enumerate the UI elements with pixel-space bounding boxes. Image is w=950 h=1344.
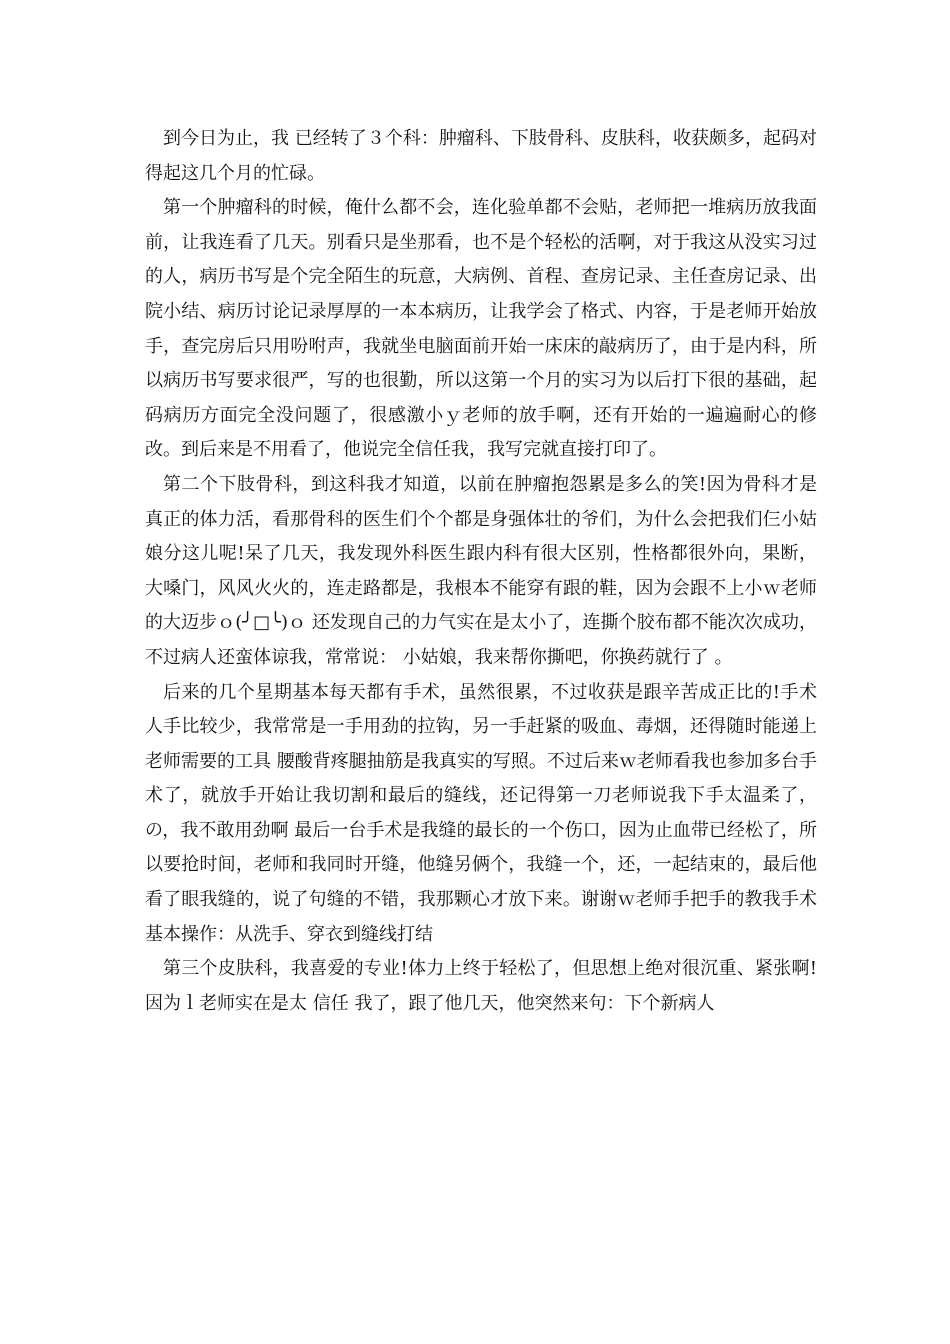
paragraph-5: 第三个皮肤科，我喜爱的专业!体力上终于轻松了，但思想上绝对很沉重、紧张啊!因为ｌ老师实在是太 信任 我了，跟了他几天，他突然来句：下个新病人: [145, 958, 817, 1014]
document-body: [145, 122, 817, 1021]
paragraph-3: 第二个下肢骨科，到这科我才知道，以前在肿瘤抱怨累是多么的笑!因为骨科才是真正的体力活，看那骨科的医生们个个都是身强体壮的爷们，为什么会把我们仨小姑娘分这儿呢!呆了几天，我发现外科医生跟内科有很大区别，性格都很外向，果断，大嗓门，风风火火的，连走路都是，我根本不能穿有跟的鞋，因为会跟不上小ｗ老师的大迈步ｏ(╯□╰)ｏ 还发现自己的力气实在是太小了，连撕个胶布都不能次次成功，不过病人还蛮体谅我，常常说： 小姑娘，我来帮你撕吧，你换药就行了 。: [145, 473, 817, 668]
paragraph-2: 第一个肿瘤科的时候，俺什么都不会，连化验单都不会贴，老师把一堆病历放我面前，让我连看了几天。别看只是坐那看，也不是个轻松的活啊，对于我这从没实习过的人，病历书写是个完全陌生的玩意，大病例、首程、查房记录、主任查房记录、出院小结、病历讨论记录厚厚的一本本病历，让我学会了格式、内容，于是老师开始放手，查完房后只用吩咐声，我就坐电脑面前开始一床床的敲病历了，由于是内科，所以病历书写要求很严，写的也很勤，所以这第一个月的实习为以后打下很的基础，起码病历方面完全没问题了，很感激小ｙ老师的放手啊，还有开始的一遍遍耐心的修改。到后来是不用看了，他说完全信任我，我写完就直接打印了。: [145, 197, 817, 461]
paragraph-1: 到今日为止，我 已经转了３个科：肿瘤科、下肢骨科、皮肤科，收获颇多，起码对得起这几个月的忙碌。: [145, 128, 817, 184]
paragraph-4: 后来的几个星期基本每天都有手术，虽然很累，不过收获是跟辛苦成正比的!手术人手比较少，我常常是一手用劲的拉钩，另一手赶紧的吸血、毒烟，还得随时能递上老师需要的工具 腰酸背疼腿抽筋是我真实的写照。不过后来ｗ老师看我也参加多台手术了，就放手开始让我切割和最后的缝线，还记得第一刀老师说我下手太温柔了，の，我不敢用劲啊 最后一台手术是我缝的最长的一个伤口，因为止血带已经松了，所以要抢时间，老师和我同时开缝，他缝另俩个，我缝一个，还，一起结束的，最后他看了眼我缝的，说了句缝的不错，我那颗心才放下来。谢谢ｗ老师手把手的教我手术基本操作：从洗手、穿衣到缝线打结: [145, 681, 817, 945]
